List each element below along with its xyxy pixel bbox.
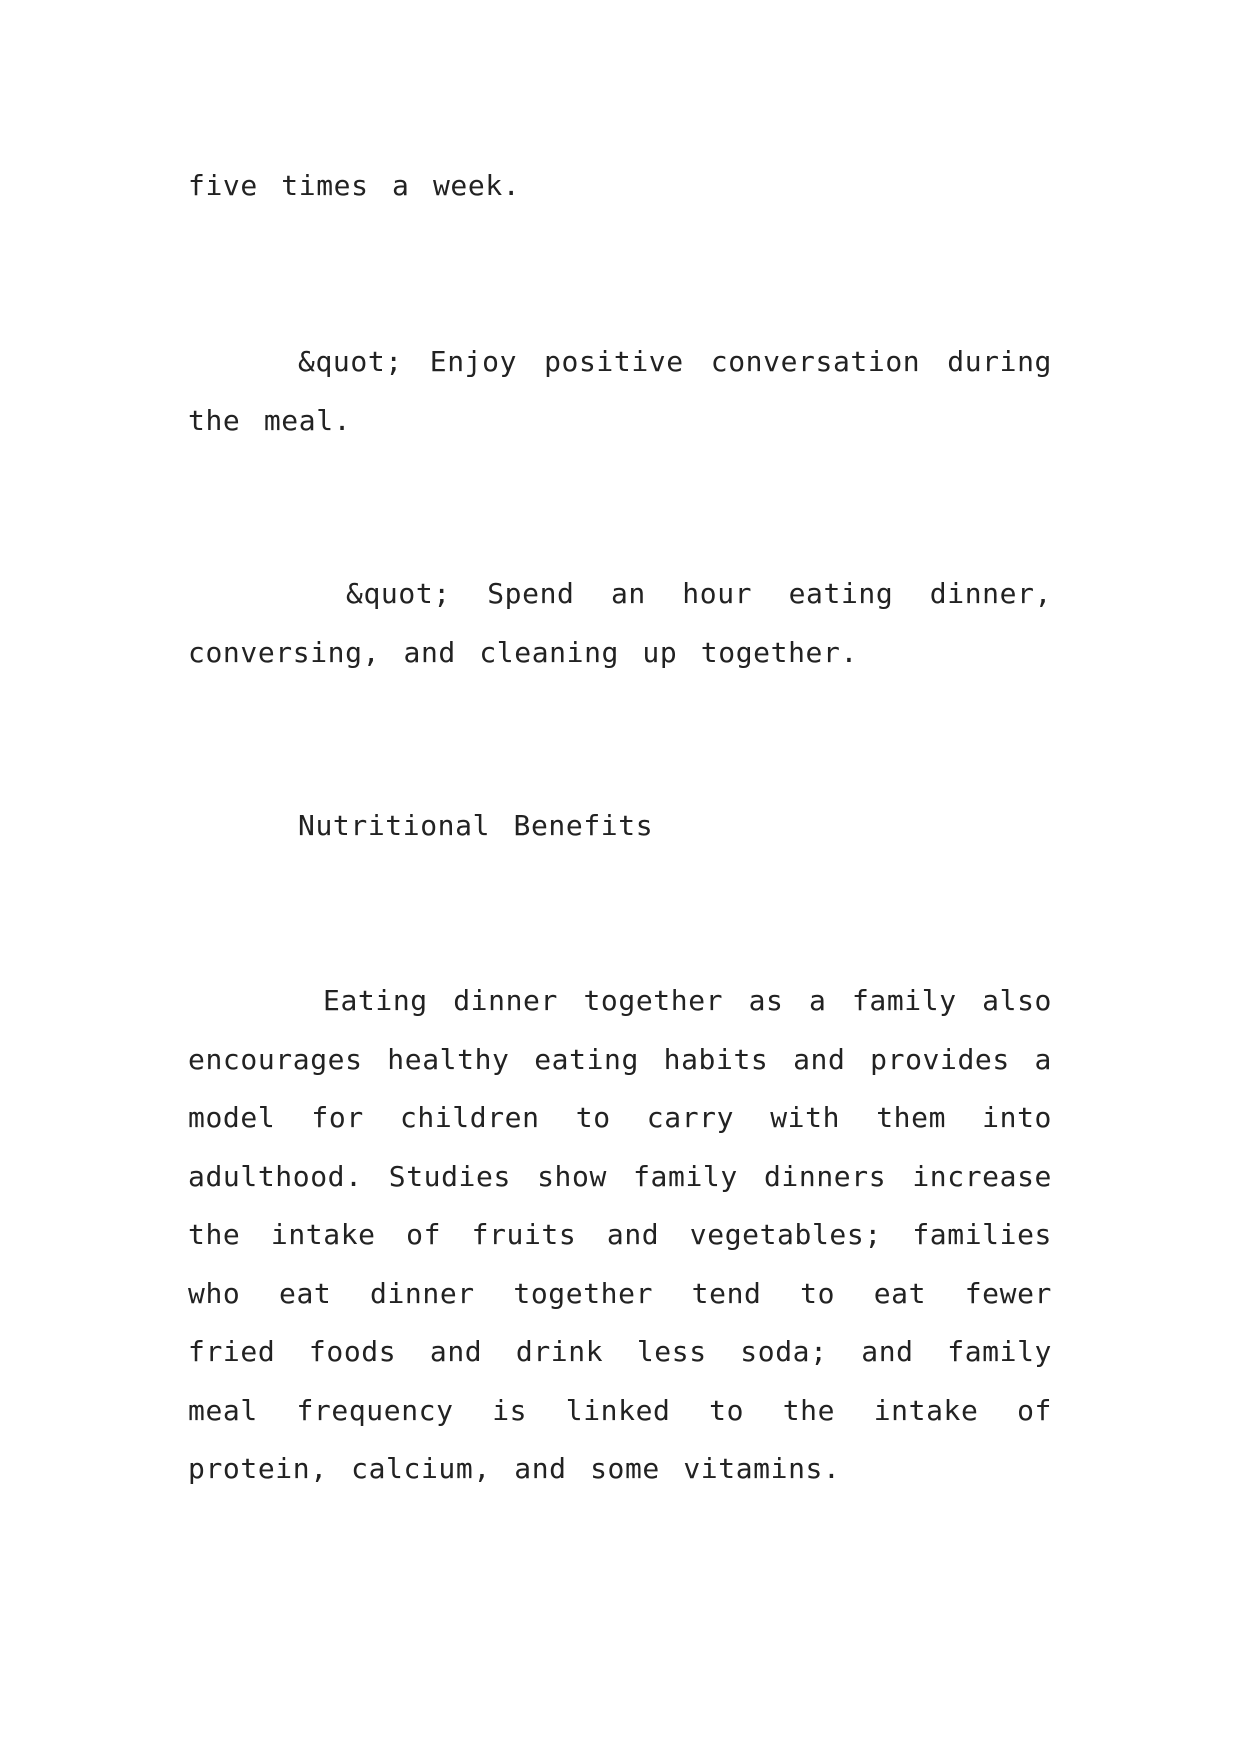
paragraph-spend-hour: &quot; Spend an hour eating dinner, conversing, and cleaning up together.: [188, 577, 1052, 669]
section-heading: Nutritional Benefits: [298, 809, 654, 842]
paragraph-continuation: five times a week.: [188, 169, 521, 202]
paragraph-enjoy-conversation: &quot; Enjoy positive conversation during the meal.: [188, 345, 1052, 437]
paragraph-nutritional-benefits: Eating dinner together as a family also encourages healthy eating habits and provides a model for children to carry with them into adulthood. Studies show family dinners increase the intake of fruits and vegetables; families who eat dinner together tend to eat fewer fried foods and drink less soda; and family meal frequency is linked to the intake of protein, calcium, and some vitamins.: [188, 984, 1052, 1485]
